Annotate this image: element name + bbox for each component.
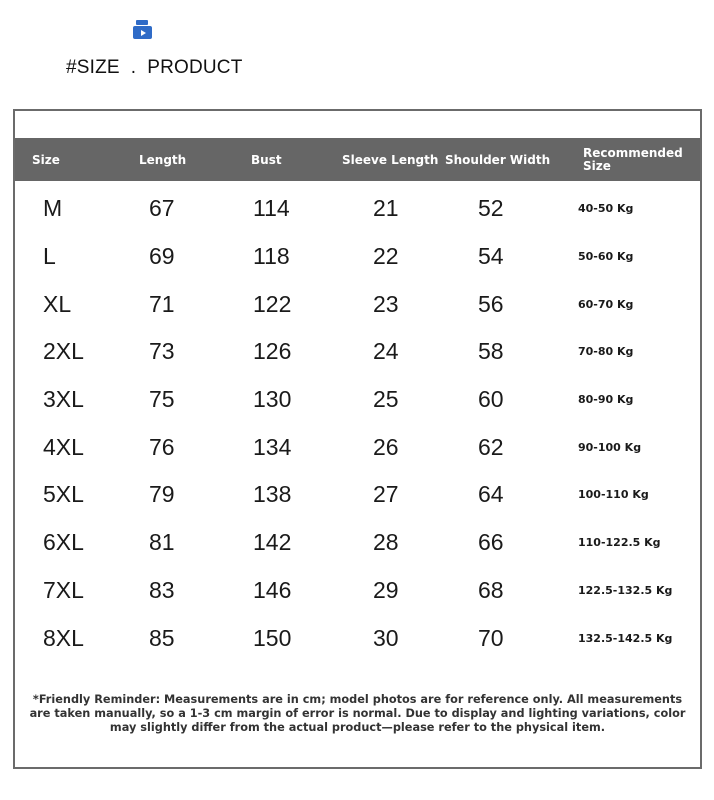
- cell-shoulder: 60: [478, 386, 504, 413]
- table-row: [15, 328, 700, 376]
- cell-shoulder: 54: [478, 243, 504, 270]
- column-header-shoulder-width: Shoulder Width: [445, 152, 551, 167]
- cell-size: 8XL: [43, 624, 84, 651]
- table-header: [15, 138, 700, 181]
- cell-bust: 118: [253, 243, 290, 270]
- cell-shoulder: 64: [478, 481, 504, 508]
- cell-bust: 142: [253, 529, 292, 556]
- cell-bust: 122: [253, 290, 292, 317]
- table-row: [15, 376, 700, 424]
- cell-bust: 130: [253, 386, 292, 413]
- cell-shoulder: 68: [478, 576, 504, 603]
- table-row: [15, 185, 700, 233]
- friendly-reminder-note: *Friendly Reminder: Measurements are in cm; model photos are for reference only. All measurements are taken manually, so a 1-3 cm margin of error is normal. Due to display and lighting variations, color may slightly differ from the actual product—please refer to the physical item.: [29, 693, 686, 734]
- cell-length: 69: [149, 243, 175, 270]
- cell-size: M: [43, 195, 63, 222]
- cell-length: 75: [149, 386, 175, 413]
- cell-shoulder: 58: [478, 338, 504, 365]
- cell-shoulder: 56: [478, 290, 504, 317]
- table-row: [15, 423, 700, 471]
- cell-size: 6XL: [43, 529, 84, 556]
- cell-length: 81: [149, 529, 175, 556]
- cell-recommended: 90-100 Kg: [578, 440, 642, 454]
- cell-bust: 146: [253, 576, 292, 603]
- cell-size: 3XL: [43, 386, 84, 413]
- cell-recommended: 80-90 Kg: [578, 393, 634, 407]
- column-header-sleeve-length: Sleeve Length: [342, 152, 439, 167]
- cell-size: L: [43, 243, 56, 270]
- cell-length: 67: [149, 195, 175, 222]
- size-chart-table: [13, 109, 702, 769]
- cell-size: XL: [43, 290, 72, 317]
- table-row: [15, 519, 700, 567]
- cell-bust: 114: [253, 195, 290, 222]
- cell-sleeve: 28: [373, 529, 399, 556]
- cell-bust: 150: [253, 624, 292, 651]
- cell-recommended: 122.5-132.5 Kg: [578, 583, 673, 597]
- cell-shoulder: 66: [478, 529, 504, 556]
- cell-size: 5XL: [43, 481, 84, 508]
- cell-sleeve: 30: [373, 624, 399, 651]
- table-row: [15, 567, 700, 615]
- table-row: [15, 233, 700, 281]
- cell-sleeve: 21: [373, 195, 399, 222]
- cell-sleeve: 23: [373, 290, 399, 317]
- cell-length: 76: [149, 433, 175, 460]
- column-header-recommended-size: Recommended Size: [583, 145, 683, 173]
- cell-sleeve: 26: [373, 433, 399, 460]
- cell-sleeve: 24: [373, 338, 399, 365]
- cell-recommended: 70-80 Kg: [578, 345, 634, 359]
- page-title: #SIZE . PRODUCT: [66, 57, 243, 78]
- cell-size: 4XL: [43, 433, 84, 460]
- cell-length: 83: [149, 576, 175, 603]
- play-icon: [141, 30, 146, 36]
- cell-size: 2XL: [43, 338, 84, 365]
- cell-length: 73: [149, 338, 175, 365]
- table-row: [15, 280, 700, 328]
- cell-sleeve: 29: [373, 576, 399, 603]
- cell-recommended: 110-122.5 Kg: [578, 536, 661, 550]
- cell-sleeve: 22: [373, 243, 399, 270]
- cell-bust: 126: [253, 338, 292, 365]
- cell-shoulder: 52: [478, 195, 504, 222]
- cell-recommended: 40-50 Kg: [578, 202, 634, 216]
- cell-shoulder: 62: [478, 433, 504, 460]
- cell-bust: 134: [253, 433, 292, 460]
- cell-recommended: 132.5-142.5 Kg: [578, 631, 673, 645]
- cell-bust: 138: [253, 481, 292, 508]
- column-header-size: Size: [32, 152, 60, 167]
- cell-length: 85: [149, 624, 175, 651]
- cell-length: 71: [149, 290, 175, 317]
- icon-lid: [136, 20, 148, 25]
- cell-recommended: 50-60 Kg: [578, 250, 634, 264]
- column-header-bust: Bust: [251, 152, 282, 167]
- table-row: [15, 471, 700, 519]
- cell-recommended: 60-70 Kg: [578, 297, 634, 311]
- cell-shoulder: 70: [478, 624, 504, 651]
- cell-sleeve: 27: [373, 481, 399, 508]
- video-box-icon: [131, 18, 155, 42]
- table-row: [15, 614, 700, 662]
- cell-recommended: 100-110 Kg: [578, 488, 649, 502]
- cell-size: 7XL: [43, 576, 84, 603]
- table-body: [15, 185, 700, 662]
- cell-sleeve: 25: [373, 386, 399, 413]
- column-header-length: Length: [139, 152, 187, 167]
- cell-length: 79: [149, 481, 175, 508]
